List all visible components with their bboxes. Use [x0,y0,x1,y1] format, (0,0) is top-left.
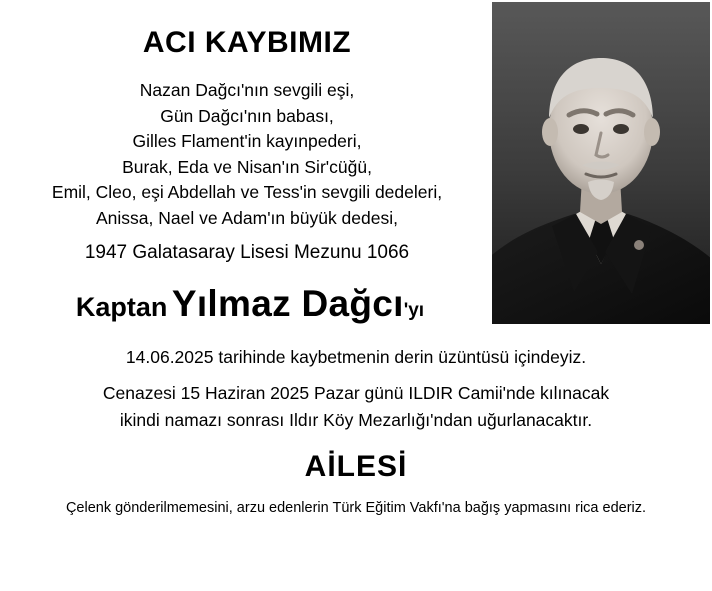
relation-line: Nazan Dağcı'nın sevgili eşi, [139,80,355,100]
school-line: 1947 Galatasaray Lisesi Mezunu 1066 [84,242,410,263]
statement-line: 14.06.2025 tarihinde kaybetmenin derin üzüntüsü içindeyiz. [125,347,587,367]
page-title: ACI KAYBIMIZ [142,26,352,59]
name-suffix: 'yı [403,300,425,321]
relation-line: Gün Dağcı'nın babası, [160,105,334,126]
statement-block [0,344,712,371]
funeral-line: Cenazesi 15 Haziran 2025 Pazar günü ILDIR Camii'nde kılınacak [102,383,610,403]
relation-line: Anissa, Nael ve Adam'ın büyük dedesi, [96,207,398,228]
relation-line: Gilles Flament'in kayınpederi, [132,131,362,151]
funeral-block [0,380,712,434]
deceased-name [0,283,500,325]
relation-line: Burak, Eda ve Nisan'ın Sir'cüğü, [122,156,372,177]
name-rank: Kaptan [75,292,168,322]
bottom-margin [0,530,712,591]
funeral-line: ikindi namazı sonrası Ildır Köy Mezarlığı'ndan uğurlanacaktır. [119,410,593,430]
relation-line: Emil, Cleo, eşi Abdellah ve Tess'in sevgili dedeleri, [51,182,443,202]
family-signature: AİLESİ [304,450,408,483]
name-full: Yılmaz Dağcı [171,283,404,324]
relations-block [0,78,494,231]
portrait-illustration [492,2,710,324]
portrait-photo [492,2,710,324]
donation-footnote: Çelenk gönderilmemesini, arzu edenlerin Türk Eğitim Vakfı'na bağış yapmasını rica ederiz. [65,500,647,516]
